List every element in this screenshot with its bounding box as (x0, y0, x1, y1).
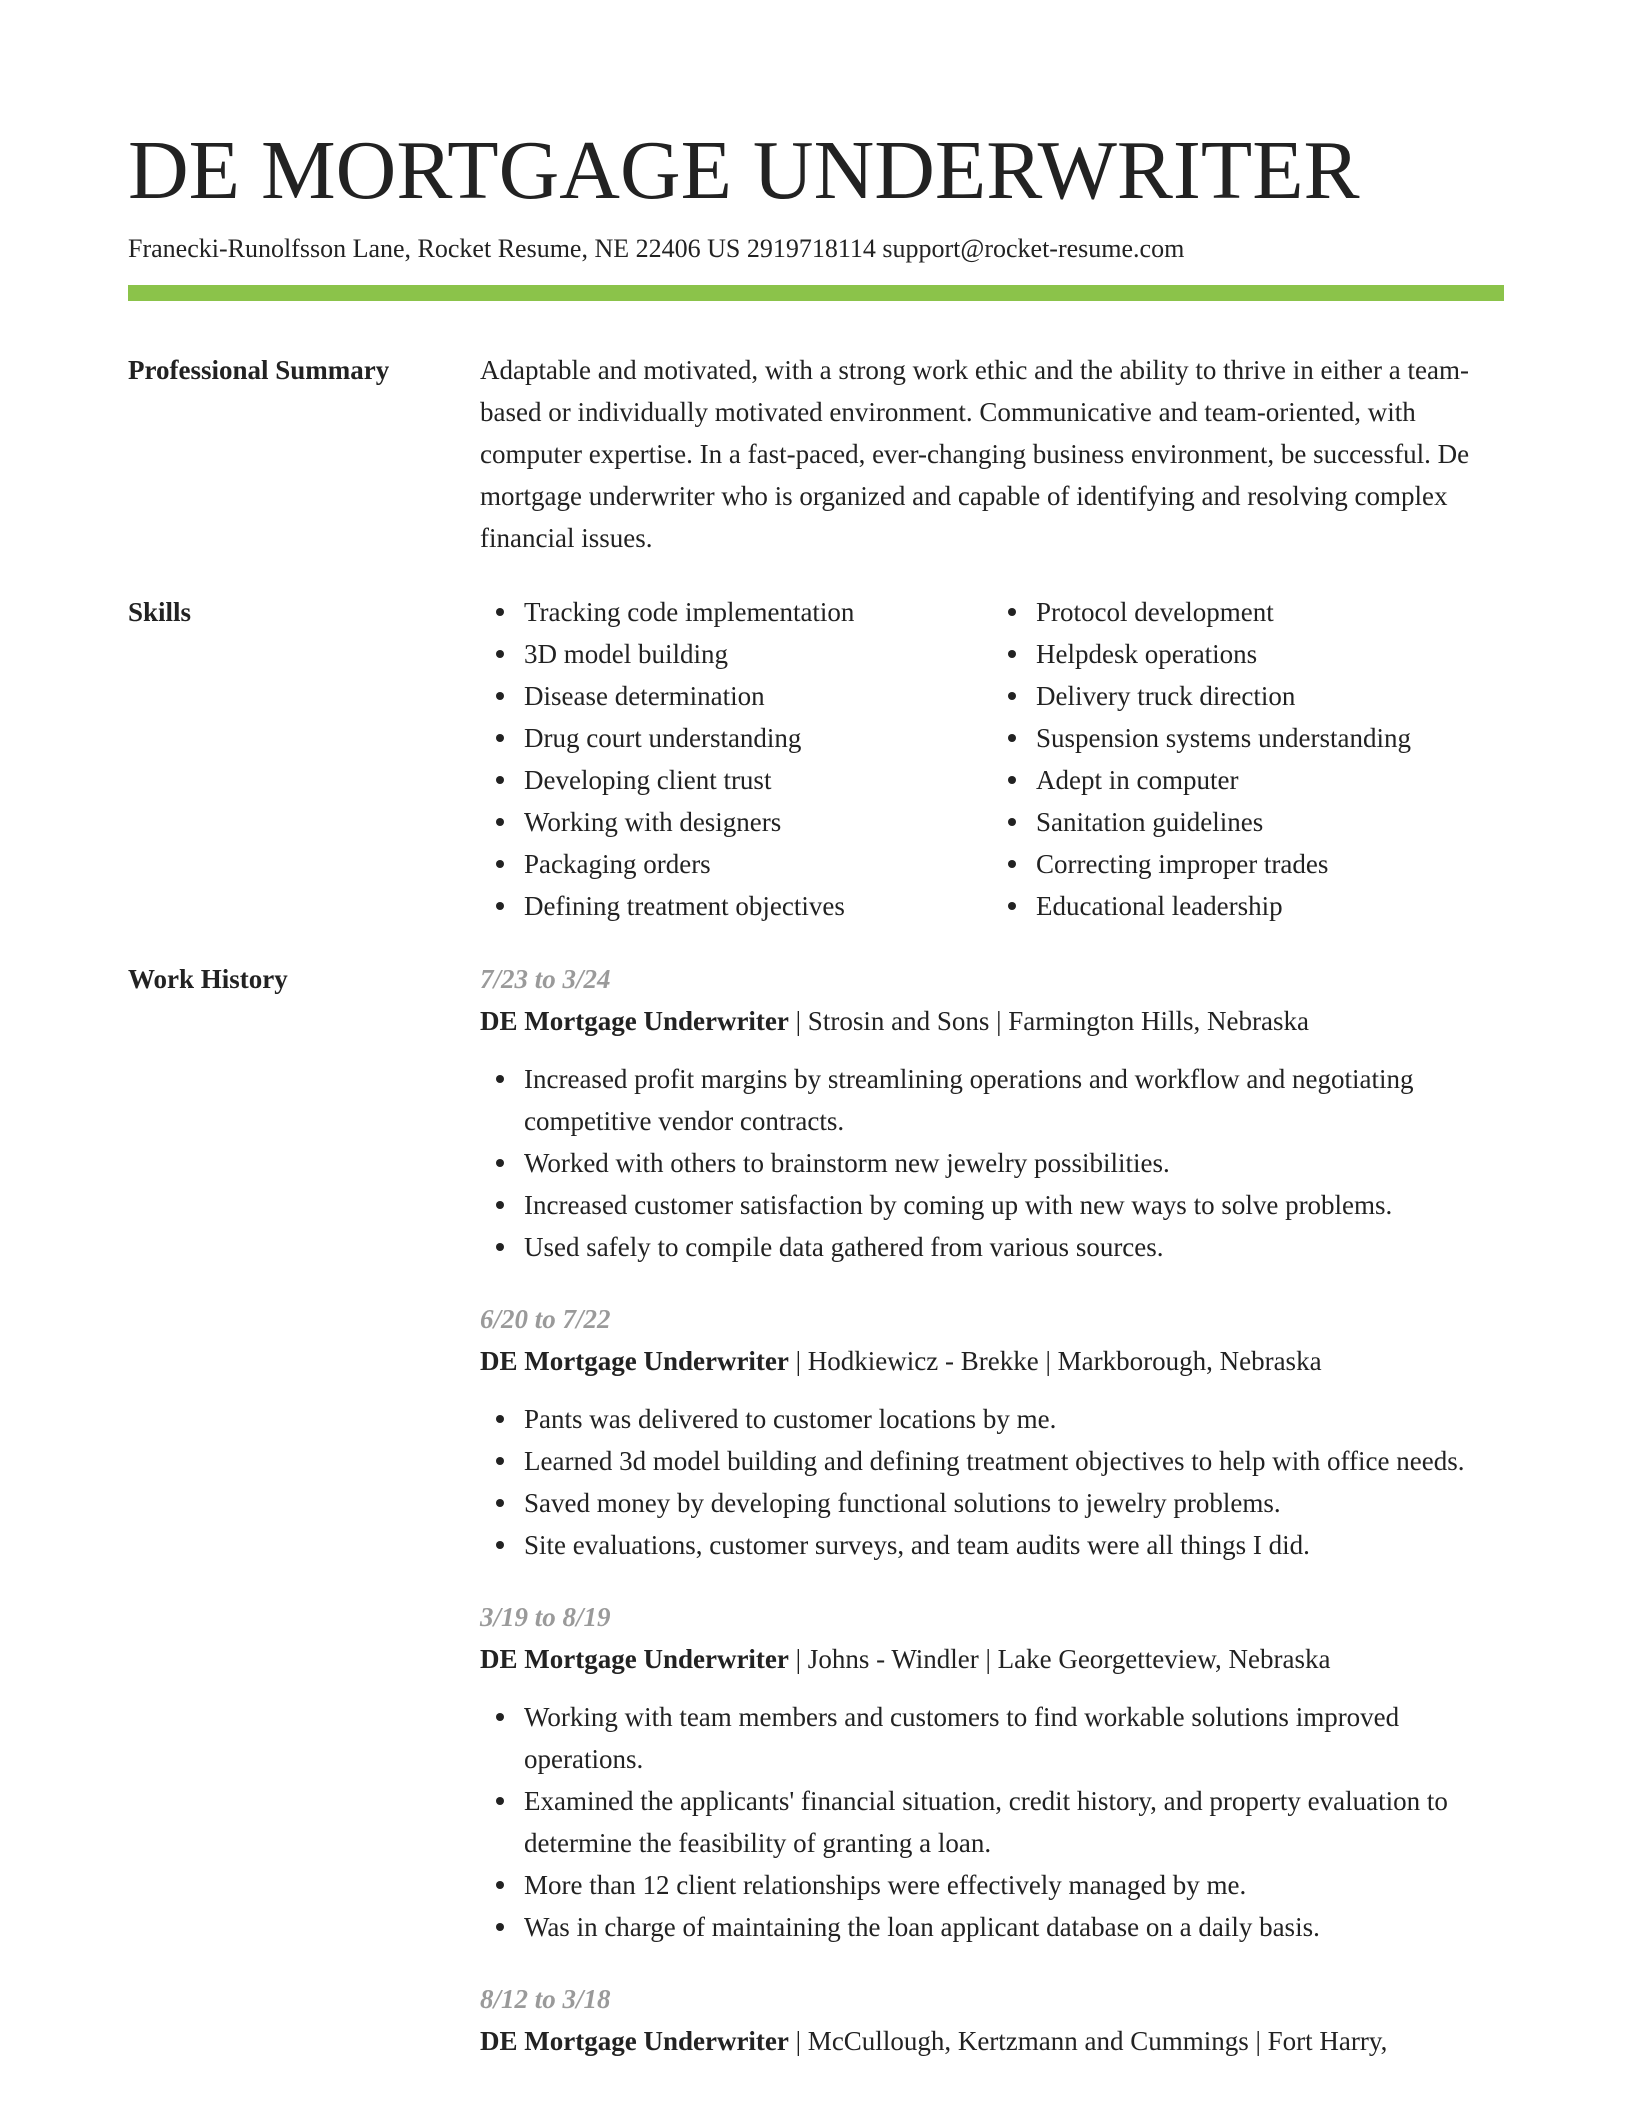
skill-item: Adept in computer (1036, 759, 1504, 801)
skill-item: Educational leadership (1036, 885, 1504, 927)
job-bullet: Increased profit margins by streamlining operations and workflow and negotiating competitive vendor contracts. (524, 1058, 1504, 1142)
job-bullets (480, 1398, 1504, 1566)
job-bullet: Learned 3d model building and defining treatment objectives to help with office needs. (524, 1440, 1504, 1482)
skill-item: Helpdesk operations (1036, 633, 1504, 675)
job-heading (480, 2020, 1504, 2062)
job-heading (480, 1000, 1504, 1042)
job-employer-location: | Strosin and Sons | Farmington Hills, Nebraska (788, 1006, 1309, 1036)
job-entry (480, 958, 1504, 1268)
skills-list-left (480, 591, 992, 927)
job-bullet: Working with team members and customers to find workable solutions improved operations. (524, 1696, 1504, 1780)
summary-text: Adaptable and motivated, with a strong work ethic and the ability to thrive in either a team-based or individually motivated environment. Communicative and team-oriented, with computer expertise. In a fast-paced, ever-changing business environment, be successful. De mortgage underwriter who is organized and capable of identifying and resolving complex financial issues. (480, 355, 1470, 553)
job-bullet: Site evaluations, customer surveys, and team audits were all things I did. (524, 1524, 1504, 1566)
job-bullet: Used safely to compile data gathered from various sources. (524, 1226, 1504, 1268)
job-bullet: Increased customer satisfaction by coming up with new ways to solve problems. (524, 1184, 1504, 1226)
job-bullet: Examined the applicants' financial situation, credit history, and property evaluation to determine the feasibility of granting a loan. (524, 1780, 1504, 1864)
job-dates: 6/20 to 7/22 (480, 1304, 611, 1334)
job-entry (480, 1596, 1504, 1948)
job-title: DE Mortgage Underwriter (480, 1006, 789, 1036)
skill-item: 3D model building (524, 633, 992, 675)
skill-item: Packaging orders (524, 843, 992, 885)
job-dates: 3/19 to 8/19 (480, 1602, 611, 1632)
skill-item: Protocol development (1036, 591, 1504, 633)
skill-item: Correcting improper trades (1036, 843, 1504, 885)
job-title: DE Mortgage Underwriter (480, 1346, 789, 1376)
skill-item: Drug court understanding (524, 717, 992, 759)
job-bullets (480, 1696, 1504, 1948)
job-bullet: Pants was delivered to customer locations by me. (524, 1398, 1504, 1440)
job-dates: 8/12 to 3/18 (480, 1984, 611, 2014)
job-bullets (480, 1058, 1504, 1268)
job-employer-location: | Johns - Windler | Lake Georgetteview, Nebraska (788, 1644, 1331, 1674)
job-employer-location: | Hodkiewicz - Brekke | Markborough, Nebraska (788, 1346, 1322, 1376)
job-bullet: More than 12 client relationships were effectively managed by me. (524, 1864, 1504, 1906)
skill-item: Sanitation guidelines (1036, 801, 1504, 843)
job-employer-location: | McCullough, Kertzmann and Cummings | Fort Harry, (788, 2026, 1388, 2056)
skills-list-right (992, 591, 1504, 927)
skill-item: Delivery truck direction (1036, 675, 1504, 717)
job-entry (480, 1978, 1504, 2062)
job-heading (480, 1340, 1504, 1382)
job-title: DE Mortgage Underwriter (480, 1644, 789, 1674)
skill-item: Tracking code implementation (524, 591, 992, 633)
skill-item: Disease determination (524, 675, 992, 717)
summary-heading: Professional Summary (128, 355, 390, 385)
job-dates: 7/23 to 3/24 (480, 964, 611, 994)
skills-heading: Skills (128, 597, 192, 627)
header-divider (128, 285, 1504, 301)
job-title: DE Mortgage Underwriter (480, 2026, 789, 2056)
resume-name: DE MORTGAGE UNDERWRITER (128, 124, 1360, 217)
skill-item: Defining treatment objectives (524, 885, 992, 927)
job-bullet: Was in charge of maintaining the loan applicant database on a daily basis. (524, 1906, 1504, 1948)
skill-item: Suspension systems understanding (1036, 717, 1504, 759)
job-heading (480, 1638, 1504, 1680)
job-entry (480, 1298, 1504, 1566)
skill-item: Working with designers (524, 801, 992, 843)
job-bullet: Worked with others to brainstorm new jewelry possibilities. (524, 1142, 1504, 1184)
work-history-heading: Work History (128, 964, 288, 994)
contact-line: Franecki-Runolfsson Lane, Rocket Resume, NE 22406 US 2919718114 support@rocket-resume.com (128, 234, 1185, 263)
job-bullet: Saved money by developing functional solutions to jewelry problems. (524, 1482, 1504, 1524)
skill-item: Developing client trust (524, 759, 992, 801)
